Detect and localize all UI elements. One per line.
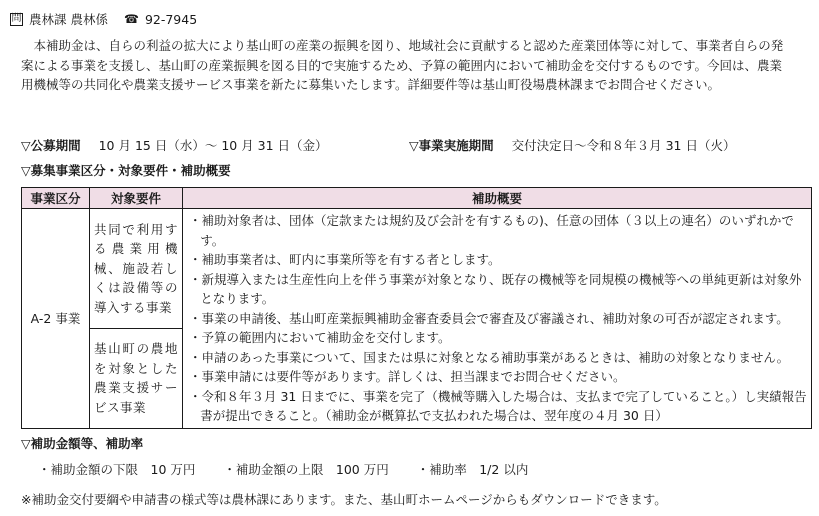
question-box-icon: 問 bbox=[11, 13, 22, 24]
rate-percent: ・補助率 1/2 以内 bbox=[416, 462, 529, 477]
header-requirements: 対象要件 bbox=[90, 188, 183, 209]
header-category: 事業区分 bbox=[22, 188, 90, 209]
phone-icon: ☎ bbox=[123, 12, 139, 26]
summary-cell bbox=[183, 209, 812, 429]
table-header-row bbox=[22, 188, 812, 209]
intro-paragraph: 本補助金は、自らの利益の拡大により基山町の産業の振興を図り、地域社会に貢献すると認めた産業団体等に対して、事業者自らの発案による事業を支援し、基山町の産業振興を図る目的で実施するため、予算の範囲内において補助金を交付するものです。今回は、農業用機械等の共同化や農業支援サービス事業を新たに募集いたします。詳細要件等は基山町役場農林課までお問合せください。 bbox=[21, 38, 784, 92]
rate-min: ・補助金額の下限 10 万円 bbox=[38, 462, 196, 477]
category-cell: A-2 事業 bbox=[22, 209, 90, 429]
table-row bbox=[22, 209, 812, 329]
rate-max: ・補助金額の上限 100 万円 bbox=[223, 462, 389, 477]
summary-item: ・申請のあった事業について、国または県に対象となる補助事業があるときは、補助の対象となりません。 bbox=[189, 349, 790, 365]
application-period-value: 10 月 15 日（水）～ 10 月 31 日（金） bbox=[98, 138, 328, 153]
summary-item: ・令和８年３月 31 日までに、事業を完了（機械等購入した場合は、支払まで完了していること。）し実績報告書が提出できること。（補助金が概算払で支払われた場合は、翌年度の４月 30 日） bbox=[189, 388, 807, 423]
rates-title: ▽補助金額等、補助率 bbox=[21, 436, 144, 451]
implementation-period-label: ▽事業実施期間 bbox=[409, 138, 494, 153]
summary-item: ・補助対象者は、団体（定款または規約及び会計を有するもの)、任意の団体（３以上の連名）のいずれかです。 bbox=[189, 213, 794, 248]
footnote: ※補助金交付要綱や申請書の様式等は農林課にあります。また、基山町ホームページからもダウンロードできます。 bbox=[21, 492, 667, 507]
requirement-cell-1: 共同で利用する農業用機械、施設若しくは設備等の導入する事業 bbox=[90, 209, 183, 329]
phone-number: 92-7945 bbox=[144, 11, 198, 27]
requirement-cell-2: 基山町の農地を対象とした農業支援サービス事業 bbox=[90, 329, 183, 429]
summary-item: ・新規導入または生産性向上を伴う事業が対象となり、既存の機械等を同規模の機械等への単純更新は対象外となります。 bbox=[189, 271, 802, 306]
department-label: 農林課 農林係 bbox=[29, 12, 108, 27]
rates-row bbox=[38, 460, 528, 478]
summary-item: ・予算の範囲内において補助金を交付します。 bbox=[189, 330, 451, 345]
subsidy-table bbox=[21, 187, 812, 429]
header-summary: 補助概要 bbox=[183, 188, 812, 209]
application-period-label: ▽公募期間 bbox=[21, 138, 81, 153]
summary-item: ・事業申請には要件等があります。詳しくは、担当課までお問合せください。 bbox=[189, 369, 626, 384]
implementation-period-value: 交付決定日～令和８年３月 31 日（火） bbox=[511, 138, 736, 153]
summary-item: ・補助事業者は、町内に事業所等を有する者とします。 bbox=[189, 252, 501, 267]
section-title: ▽募集事業区分・対象要件・補助概要 bbox=[21, 163, 231, 178]
summary-item: ・事業の申請後、基山町産業振興補助金審査委員会で審査及び審議され、補助対象の可否が認定されます。 bbox=[189, 310, 789, 326]
contact-line bbox=[10, 10, 197, 28]
